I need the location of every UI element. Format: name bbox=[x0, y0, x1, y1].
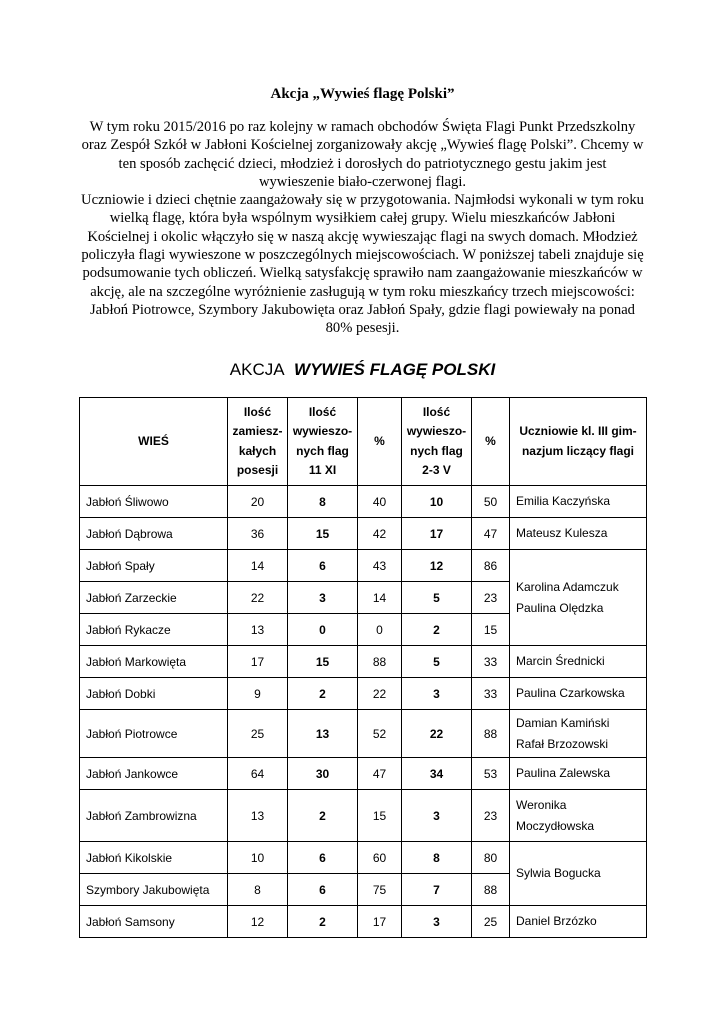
percent-11xi-cell: 15 bbox=[358, 790, 402, 842]
table-row bbox=[80, 842, 647, 874]
households-cell: 9 bbox=[228, 678, 288, 710]
header-flags-11xi: Ilość wywieszo- nych flag 11 XI bbox=[288, 398, 358, 486]
flags-11xi-cell: 15 bbox=[288, 518, 358, 550]
village-cell: Jabłoń Piotrowce bbox=[80, 710, 228, 758]
students-cell: Sylwia Bogucka bbox=[510, 842, 647, 906]
households-cell: 20 bbox=[228, 486, 288, 518]
percent-23v-cell: 33 bbox=[472, 678, 510, 710]
intro-text bbox=[80, 118, 645, 338]
percent-11xi-cell: 42 bbox=[358, 518, 402, 550]
flags-23v-cell: 5 bbox=[402, 582, 472, 614]
percent-23v-cell: 33 bbox=[472, 646, 510, 678]
flags-11xi-cell: 2 bbox=[288, 906, 358, 938]
households-cell: 13 bbox=[228, 614, 288, 646]
flag-count-table bbox=[79, 397, 647, 938]
percent-11xi-cell: 75 bbox=[358, 874, 402, 906]
percent-23v-cell: 47 bbox=[472, 518, 510, 550]
header-percent-11xi: % bbox=[358, 398, 402, 486]
flags-23v-cell: 22 bbox=[402, 710, 472, 758]
households-cell: 17 bbox=[228, 646, 288, 678]
table-row bbox=[80, 758, 647, 790]
percent-23v-cell: 25 bbox=[472, 906, 510, 938]
percent-11xi-cell: 14 bbox=[358, 582, 402, 614]
students-cell: Marcin Średnicki bbox=[510, 646, 647, 678]
percent-11xi-cell: 22 bbox=[358, 678, 402, 710]
table-header-row bbox=[80, 398, 647, 486]
percent-11xi-cell: 52 bbox=[358, 710, 402, 758]
header-village: WIEŚ bbox=[80, 398, 228, 486]
flags-23v-cell: 3 bbox=[402, 790, 472, 842]
flags-11xi-cell: 2 bbox=[288, 790, 358, 842]
percent-11xi-cell: 88 bbox=[358, 646, 402, 678]
percent-23v-cell: 88 bbox=[472, 874, 510, 906]
table-row bbox=[80, 486, 647, 518]
flags-23v-cell: 17 bbox=[402, 518, 472, 550]
households-cell: 13 bbox=[228, 790, 288, 842]
flags-23v-cell: 3 bbox=[402, 678, 472, 710]
households-cell: 64 bbox=[228, 758, 288, 790]
table-row bbox=[80, 678, 647, 710]
village-cell: Jabłoń Markowięta bbox=[80, 646, 228, 678]
flags-11xi-cell: 6 bbox=[288, 874, 358, 906]
students-cell: Daniel Brzózko bbox=[510, 906, 647, 938]
households-cell: 10 bbox=[228, 842, 288, 874]
flags-11xi-cell: 6 bbox=[288, 550, 358, 582]
table-title bbox=[0, 360, 725, 380]
percent-23v-cell: 88 bbox=[472, 710, 510, 758]
flags-11xi-cell: 0 bbox=[288, 614, 358, 646]
flags-11xi-cell: 8 bbox=[288, 486, 358, 518]
table-row bbox=[80, 790, 647, 842]
village-cell: Jabłoń Jankowce bbox=[80, 758, 228, 790]
households-cell: 8 bbox=[228, 874, 288, 906]
header-households: Ilość zamiesz- kałych posesji bbox=[228, 398, 288, 486]
table-row bbox=[80, 646, 647, 678]
header-flags-23v: Ilość wywieszo- nych flag 2-3 V bbox=[402, 398, 472, 486]
table-row bbox=[80, 550, 647, 582]
percent-23v-cell: 50 bbox=[472, 486, 510, 518]
percent-23v-cell: 80 bbox=[472, 842, 510, 874]
flags-23v-cell: 5 bbox=[402, 646, 472, 678]
percent-11xi-cell: 47 bbox=[358, 758, 402, 790]
flags-11xi-cell: 2 bbox=[288, 678, 358, 710]
percent-23v-cell: 53 bbox=[472, 758, 510, 790]
flags-11xi-cell: 13 bbox=[288, 710, 358, 758]
flags-23v-cell: 7 bbox=[402, 874, 472, 906]
students-cell: Weronika Moczydłowska bbox=[510, 790, 647, 842]
percent-11xi-cell: 60 bbox=[358, 842, 402, 874]
households-cell: 22 bbox=[228, 582, 288, 614]
intro-paragraph: Uczniowie i dzieci chętnie zaangażowały się w przygotowania. Najmłodsi wykonali w tym roku wielką flagę, która była wspólnym wysiłkiem całej grupy. Wielu mieszkańców Jabłoni Kościelnej i okolic włączyło się w naszą akcję wywieszając flagi na swych domach. Młodzież policzyła flagi wywieszone w poszczególnych miejscowościach. W poniższej tabeli znajduje się podsumowanie tych obliczeń. Wielką satysfakcję sprawiło nam zaangażowanie mieszkańców w akcję, ale na szczególne wyróżnienie zasługują w tym roku mieszkańcy trzech miejscowości: Jabłoń Piotrowce, Szymbory Jakubowięta oraz Jabłoń Spały, gdzie flagi powiewały na ponad 80% pesesji. bbox=[81, 192, 644, 337]
table-title-emphasis: WYWIEŚ FLAGĘ POLSKI bbox=[294, 360, 496, 379]
flags-11xi-cell: 30 bbox=[288, 758, 358, 790]
village-cell: Jabłoń Śliwowo bbox=[80, 486, 228, 518]
students-cell: Karolina Adamczuk Paulina Olędzka bbox=[510, 550, 647, 646]
students-cell: Damian Kamiński Rafał Brzozowski bbox=[510, 710, 647, 758]
village-cell: Jabłoń Zambrowizna bbox=[80, 790, 228, 842]
village-cell: Szymbory Jakubowięta bbox=[80, 874, 228, 906]
flags-23v-cell: 10 bbox=[402, 486, 472, 518]
flags-23v-cell: 8 bbox=[402, 842, 472, 874]
percent-11xi-cell: 40 bbox=[358, 486, 402, 518]
students-cell: Paulina Czarkowska bbox=[510, 678, 647, 710]
percent-23v-cell: 23 bbox=[472, 582, 510, 614]
flags-11xi-cell: 15 bbox=[288, 646, 358, 678]
table-row bbox=[80, 710, 647, 758]
table-row bbox=[80, 518, 647, 550]
flags-11xi-cell: 3 bbox=[288, 582, 358, 614]
students-cell: Paulina Zalewska bbox=[510, 758, 647, 790]
percent-23v-cell: 86 bbox=[472, 550, 510, 582]
header-students: Uczniowie kl. III gim- nazjum liczący flagi bbox=[510, 398, 647, 486]
percent-11xi-cell: 17 bbox=[358, 906, 402, 938]
flags-11xi-cell: 6 bbox=[288, 842, 358, 874]
header-percent-23v: % bbox=[472, 398, 510, 486]
village-cell: Jabłoń Samsony bbox=[80, 906, 228, 938]
households-cell: 25 bbox=[228, 710, 288, 758]
households-cell: 36 bbox=[228, 518, 288, 550]
flags-23v-cell: 2 bbox=[402, 614, 472, 646]
village-cell: Jabłoń Rykacze bbox=[80, 614, 228, 646]
village-cell: Jabłoń Kikolskie bbox=[80, 842, 228, 874]
table-title-prefix: AKCJA bbox=[229, 360, 285, 379]
flags-23v-cell: 12 bbox=[402, 550, 472, 582]
village-cell: Jabłoń Spały bbox=[80, 550, 228, 582]
households-cell: 12 bbox=[228, 906, 288, 938]
percent-23v-cell: 23 bbox=[472, 790, 510, 842]
village-cell: Jabłoń Zarzeckie bbox=[80, 582, 228, 614]
percent-11xi-cell: 0 bbox=[358, 614, 402, 646]
document-title: Akcja „Wywieś flagę Polski” bbox=[270, 86, 455, 102]
percent-11xi-cell: 43 bbox=[358, 550, 402, 582]
intro-paragraph: W tym roku 2015/2016 po raz kolejny w ramach obchodów Święta Flagi Punkt Przedszkolny oraz Zespół Szkół w Jabłoni Kościelnej zorganizowały akcję „Wywieś flagę Polski”. Chcemy w ten sposób zachęcić dzieci, młodzież i dorosłych do patriotycznego gestu jakim jest wywieszenie biało-czerwonej flagi. bbox=[81, 119, 644, 190]
village-cell: Jabłoń Dobki bbox=[80, 678, 228, 710]
village-cell: Jabłoń Dąbrowa bbox=[80, 518, 228, 550]
students-cell: Emilia Kaczyńska bbox=[510, 486, 647, 518]
flags-23v-cell: 34 bbox=[402, 758, 472, 790]
households-cell: 14 bbox=[228, 550, 288, 582]
flags-23v-cell: 3 bbox=[402, 906, 472, 938]
percent-23v-cell: 15 bbox=[472, 614, 510, 646]
table-row bbox=[80, 906, 647, 938]
students-cell: Mateusz Kulesza bbox=[510, 518, 647, 550]
